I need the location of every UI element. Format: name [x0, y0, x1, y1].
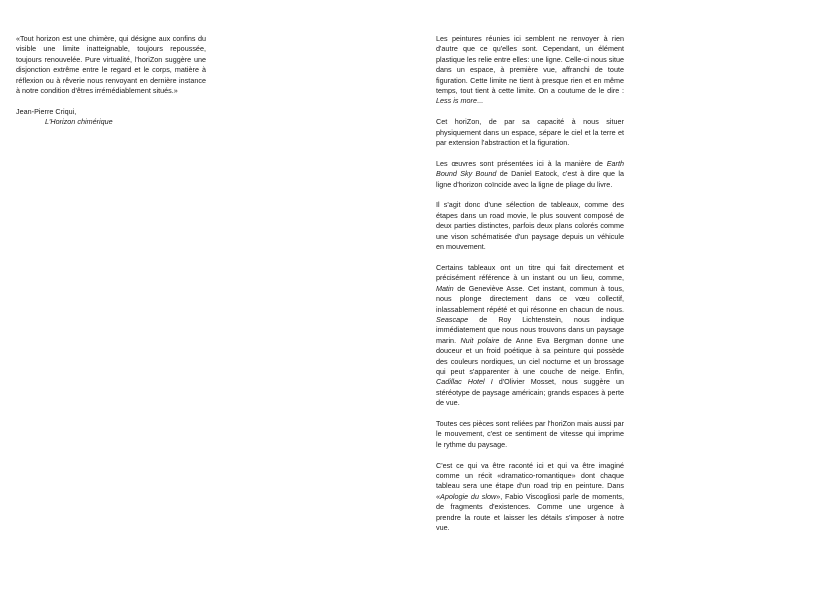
paragraph-5-text-e: d'Olivier Mosset, nous suggère un stéréotype de paysage américain; grands espaces à perte de vue.	[436, 377, 624, 408]
paragraph-1-text: Les peintures réunies ici semblent ne renvoyer à rien d'autre que ce qu'elles sont. Cependant, un élément plastique les relie entre elles: une ligne. Celle-ci nous situe dans un espace, à première vue, affranchi de toute figuration. Cette limite ne tient à presque rien et en même temps, tout tient à cette limite. On a coutume de le dire :	[436, 34, 624, 96]
epigraph-author: Jean-Pierre Criqui,	[16, 106, 77, 116]
paragraph-5-text-b: de Geneviève Asse. Cet instant, commun à tous, nous plonge directement dans ce vœu collectif, inlassablement répété et qui résonne en chacun de nous.	[436, 283, 624, 314]
epigraph-quote: «Tout horizon est une chimère, qui désigne aux confins du visible une limite inatteignable, toujours repoussée, toujours renouvelée. Pure virtualité, l'horiZon suggère une disjonction extrême entre le regard et le corps, matière à réflexion ou à rêverie nous renvoyant en dernière instance à notre condition d'êtres irrémédiablement situés.»	[16, 34, 206, 96]
paragraph-7-emphasis: Apologie du slow	[440, 491, 497, 501]
paragraph-5	[436, 263, 624, 409]
paragraph-1	[436, 34, 624, 107]
paragraph-1-emphasis: Less is more	[436, 96, 477, 106]
paragraph-3-text-b: de Daniel Eatock, c'est à dire que la ligne d'horizon coïncide avec la ligne de pliage du livre.	[436, 169, 624, 189]
paragraph-5-text-d: de Anne Eva Bergman donne une douceur et un froid poétique à sa peinture qui possède des couleurs nordiques, un ciel nocturne et un brossage qui peut s'apparenter à une couche de neige. Enfin,	[436, 335, 625, 376]
epigraph-block	[16, 34, 206, 128]
epigraph-book-title: L'Horizon chimérique	[45, 117, 113, 127]
paragraph-7-text-a: C'est ce qui va être raconté ici et qui va être imaginé comme un récit «dramatico-romantique» dont chaque tableau sera une étape d'un road trip en peinture. Dans «	[436, 460, 624, 501]
right-page	[420, 0, 840, 596]
paragraph-5-emphasis-4: Cadillac Hotel I	[436, 377, 493, 387]
paragraph-2: Cet horiZon, de par sa capacité à nous situer physiquement dans un espace, sépare le ciel et la terre et par extension l'abstraction et la figuration.	[436, 117, 624, 148]
paragraph-5-emphasis-3: Nuit polaire	[460, 335, 500, 345]
paragraph-5-emphasis-2: Seascape	[436, 314, 469, 324]
paragraph-4: Il s'agit donc d'une sélection de tableaux, comme des étapes dans un road movie, le plus souvent composé de deux parties distinctes, parfois deux plans colorés comme une vison schématisée d'un paysage depuis un véhicule en mouvement.	[436, 200, 624, 252]
paragraph-3-text-a: Les œuvres sont présentées ici à la manière de	[436, 158, 607, 168]
essay-body	[436, 34, 624, 544]
paragraph-7	[436, 461, 624, 534]
paragraph-5-text-c: de Roy Lichtenstein, nous indique immédiatement que nous nous trouvons dans un paysage marin.	[436, 314, 624, 345]
paragraph-3-emphasis: Earth Bound Sky Bound	[436, 158, 624, 179]
paragraph-1-tail: ...	[476, 96, 484, 106]
paragraph-5-text-a: Certains tableaux ont un titre qui fait directement et précisément référence à un instant ou un lieu, comme,	[436, 262, 624, 283]
paragraph-5-emphasis-1: Matin	[436, 283, 454, 293]
paragraph-6: Toutes ces pièces sont reliées par l'horiZon mais aussi par le mouvement, c'est ce sentiment de vitesse qui imprime le rythme du paysage.	[436, 418, 624, 449]
paragraph-3	[436, 159, 624, 190]
paragraph-7-text-b: », Fabio Viscogliosi parle de moments, de fragments d'existences. Comme une urgence à prendre la route et laisser les détails s'imposer à notre vue.	[436, 491, 624, 532]
